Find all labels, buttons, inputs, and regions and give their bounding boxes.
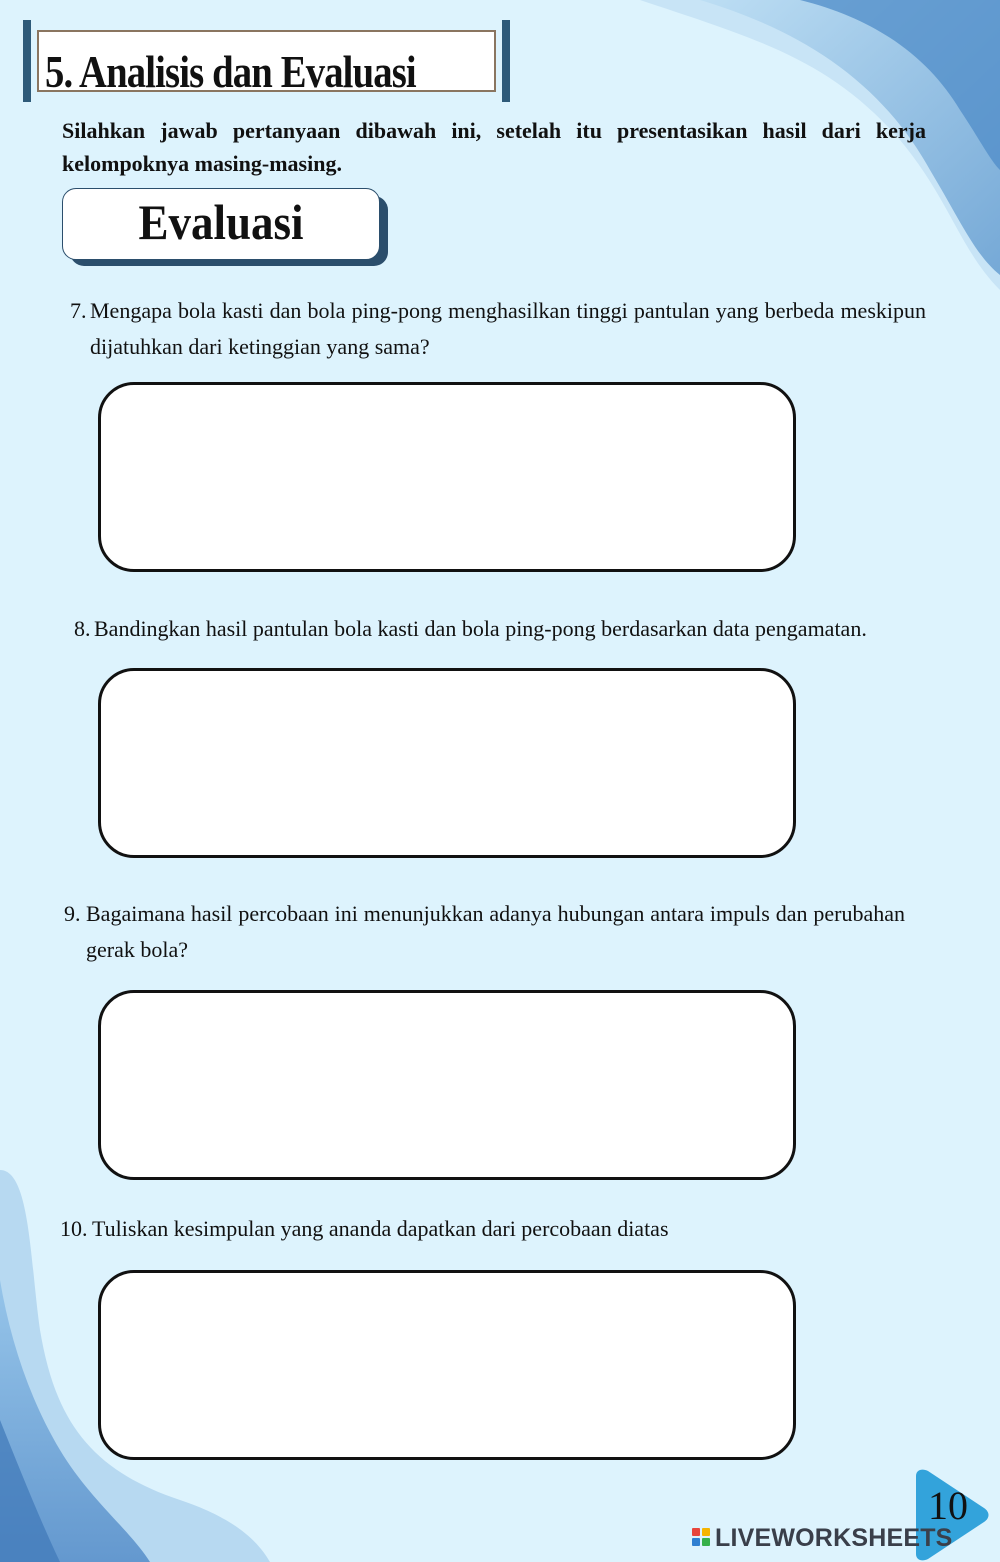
question-text: Tuliskan kesimpulan yang ananda dapatkan dari percobaan diatas bbox=[92, 1216, 669, 1241]
question-number: 9. bbox=[64, 901, 81, 926]
section-label: Evaluasi bbox=[138, 194, 304, 250]
question-9 bbox=[64, 896, 905, 968]
brand-name: LIVEWORKSHEETS bbox=[715, 1524, 953, 1552]
answer-box-10[interactable] bbox=[98, 1270, 796, 1460]
question-8 bbox=[74, 611, 934, 647]
answer-box-8[interactable] bbox=[98, 668, 796, 858]
answer-box-9[interactable] bbox=[98, 990, 796, 1180]
question-number: 8. bbox=[74, 616, 91, 641]
title-bracket-left bbox=[23, 20, 31, 102]
title-bracket-right bbox=[502, 20, 510, 102]
page-number: 10 bbox=[928, 1483, 968, 1528]
liveworksheets-brand[interactable] bbox=[692, 1521, 953, 1555]
section-header bbox=[62, 188, 390, 268]
page-title: 5. Analisis dan Evaluasi bbox=[45, 47, 416, 97]
question-text: Mengapa bola kasti dan bola ping-pong menghasilkan tinggi pantulan yang berbeda meskipun dijatuhkan dari ketinggian yang sama? bbox=[90, 298, 926, 359]
question-7 bbox=[70, 293, 926, 365]
answer-box-7[interactable] bbox=[98, 382, 796, 572]
page-title-frame bbox=[23, 20, 510, 102]
instruction-text: Silahkan jawab pertanyaan dibawah ini, setelah itu presentasikan hasil dari kerja kelompoknya masing-masing. bbox=[62, 118, 926, 176]
question-text: Bagaimana hasil percobaan ini menunjukkan adanya hubungan antara impuls dan perubahan gerak bola? bbox=[86, 901, 905, 962]
question-number: 7. bbox=[70, 298, 87, 323]
question-text: Bandingkan hasil pantulan bola kasti dan bola ping-pong berdasarkan data pengamatan. bbox=[94, 616, 867, 641]
section-header-box bbox=[62, 188, 380, 260]
question-10 bbox=[60, 1211, 820, 1247]
liveworksheets-logo-icon bbox=[692, 1528, 712, 1548]
question-number: 10. bbox=[60, 1216, 88, 1241]
